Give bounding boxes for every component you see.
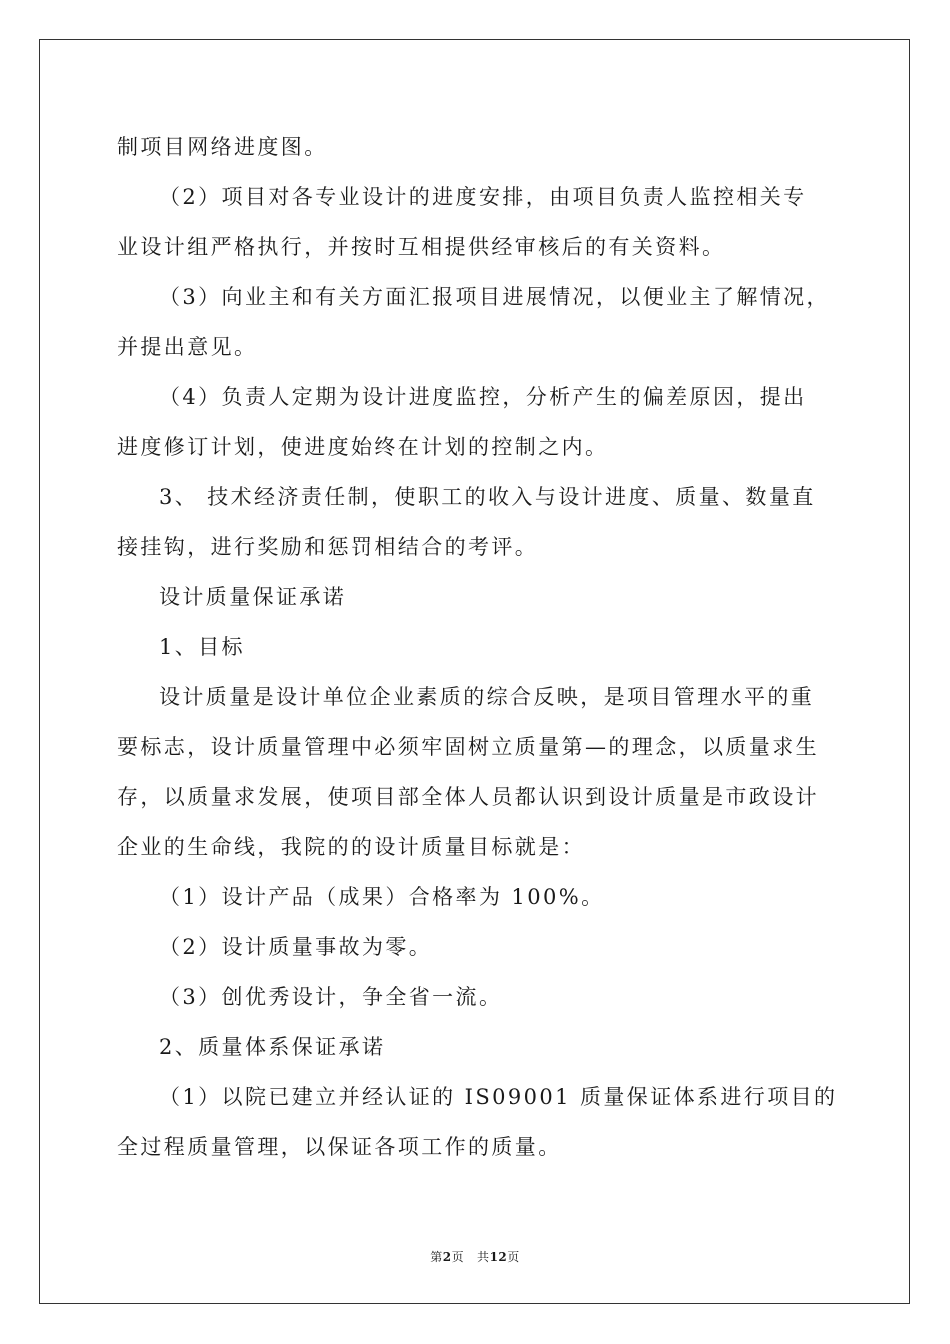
subsection-heading: 2、质量体系保证承诺 — [159, 1035, 386, 1059]
text-line: （1）设计产品（成果）合格率为 100%。 — [159, 885, 605, 909]
footer-page-total: 12 — [489, 1250, 508, 1264]
text-line: 存，以质量求发展，使项目部全体人员都认识到设计质量是市政设计 — [117, 785, 819, 809]
text-line: （3）向业主和有关方面汇报项目进展情况，以便业主了解情况， — [159, 285, 830, 309]
footer-page-prefix: 第 — [430, 1250, 443, 1264]
footer-page-unit: 页 — [451, 1250, 465, 1264]
text-line: 制项目网络进度图。 — [117, 135, 328, 159]
text-line: （3）创优秀设计，争全省一流。 — [159, 985, 503, 1009]
text-line: 全过程质量管理，以保证各项工作的质量。 — [117, 1135, 562, 1159]
text-line: 要标志，设计质量管理中必须牢固树立质量第—的理念，以质量求生 — [117, 735, 819, 759]
page-border — [39, 39, 910, 1304]
text-line: 企业的生命线，我院的的设计质量目标就是： — [117, 835, 585, 859]
footer-total-prefix: 共 — [477, 1250, 490, 1264]
text-line: 业设计组严格执行，并按时互相提供经审核后的有关资料。 — [117, 235, 726, 259]
text-line: （2）设计质量事故为零。 — [159, 935, 433, 959]
section-heading: 设计质量保证承诺 — [159, 585, 347, 609]
text-line: 设计质量是设计单位企业素质的综合反映，是项目管理水平的重 — [159, 685, 815, 709]
text-line: 进度修订计划，使进度始终在计划的控制之内。 — [117, 435, 609, 459]
page-footer — [0, 1248, 950, 1265]
footer-page-current: 2 — [442, 1250, 452, 1264]
text-line: 接挂钩，进行奖励和惩罚相结合的考评。 — [117, 535, 539, 559]
subsection-heading: 1、目标 — [159, 635, 245, 659]
text-line: 并提出意见。 — [117, 335, 258, 359]
text-line: 3、 技术经济责任制，使职工的收入与设计进度、质量、数量直 — [159, 485, 816, 509]
text-line: （2）项目对各专业设计的进度安排，由项目负责人监控相关专 — [159, 185, 807, 209]
text-line: （1）以院已建立并经认证的 IS09001 质量保证体系进行项目的 — [159, 1085, 838, 1109]
text-line: （4）负责人定期为设计进度监控，分析产生的偏差原因，提出 — [159, 385, 807, 409]
footer-total-unit: 页 — [507, 1250, 520, 1264]
